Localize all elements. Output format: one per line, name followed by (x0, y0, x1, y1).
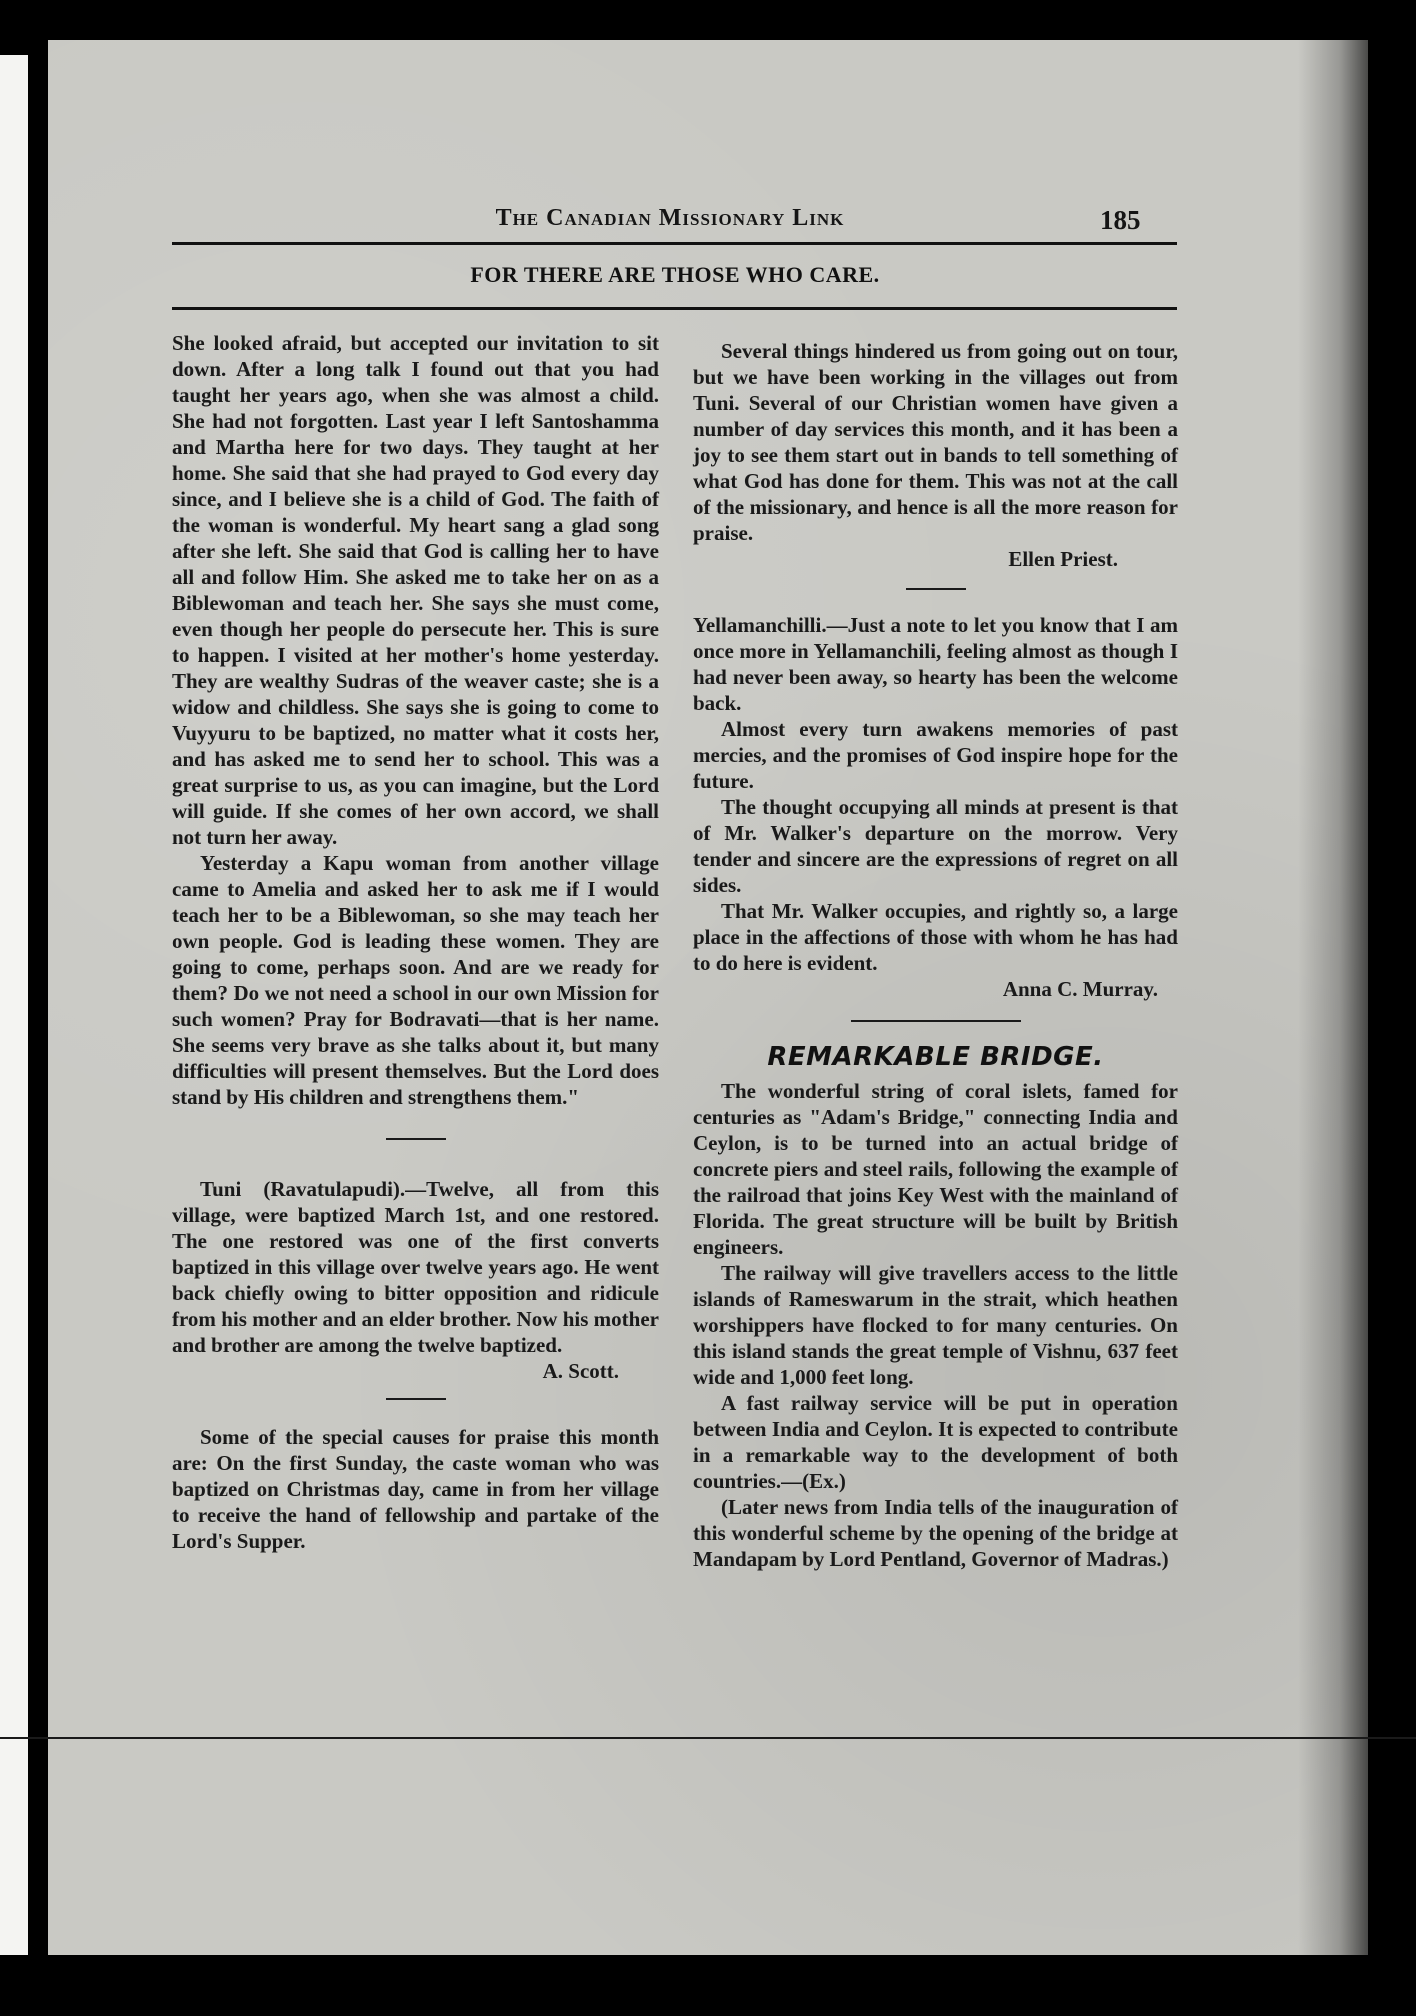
tuni-heading: Tuni (200, 1177, 242, 1201)
anna-murray-signature: Anna C. Murray. (1002, 977, 1158, 1001)
bridge-paragraph-1: The wonderful string of coral islets, famed for centuries as "Adam's Bridge," connecting India and Ceylon, is to be turned into an actual bridge of concrete piers and steel rails, following the example of the railroad that joins Key West with the mainland of Florida. The great structure will be built by British engineers. (693, 1079, 1178, 1259)
praise-paragraph: Some of the special causes for praise this month are: On the first Sunday, the caste woman who was baptized on Christmas day, came in from her village to receive the hand of fellowship and partake of the Lord's Supper. (172, 1425, 659, 1553)
right-paragraph-3: The thought occupying all minds at present is that of Mr. Walker's departure on the morrow. Very tender and sincere are the expressions of regret on all sides. (693, 795, 1178, 897)
yellamanchilli-report (693, 612, 1178, 716)
bridge-paragraph-3: A fast railway service will be put in operation between India and Ceylon. It is expected to contribute in a remarkable way to the development of both countries.—(Ex.) (693, 1391, 1178, 1493)
left-paragraph-1: She looked afraid, but accepted our invitation to sit down. After a long talk I found out that you had taught her years ago, when she was almost a child. She had not forgotten. Last year I left Santoshamma and Martha here for two days. They taught at her home. She said that she had prayed to God every day since, and I believe she is a child of God. The faith of the woman is wonderful. My heart sang a glad song after she left. She said that God is calling her to have all and follow Him. She asked me to take her on as a Biblewoman and teach her. She says she must come, even though her people do persecute her. This is sure to happen. I visited at her mother's home yesterday. They are wealthy Sudras of the weaver caste; she is a widow and childless. She says she is going to come to Vuyyuru to be baptized, no matter what it costs her, and has asked me to send her to school. This was a great surprise to us, as you can imagine, but the Lord will guide. If she comes of her own accord, we shall not turn her away. (172, 331, 659, 849)
binding-shadow (1298, 40, 1368, 1955)
scan-fold-line (0, 1737, 1416, 1739)
ellen-priest-signature: Ellen Priest. (1008, 547, 1118, 571)
header-rule-top (172, 242, 1177, 245)
bridge-article-title: REMARKABLE BRIDGE. (767, 1042, 1104, 1072)
header-rule-bottom (172, 307, 1177, 310)
left-paragraph-2: Yesterday a Kapu woman from another village came to Amelia and asked her to ask me if I would teach her to be a Biblewoman, so she may teach her own people. God is leading these women. They are going to come, perhaps soon. And are we ready for them? Do we not need a school in our own Mission for such women? Pray for Bodravati—that is her name. She seems very brave as she talks about it, but many difficulties will present themselves. But the Lord does stand by His children and strengthens them." (172, 851, 659, 1109)
tuni-report (172, 1176, 659, 1358)
tuni-signature: A. Scott. (542, 1359, 619, 1383)
yellamanchilli-text: —Just a note to let you know that I am once more in Yellamanchili, feeling almost as though I had never been away, so hearty has been the welcome back. (693, 613, 1178, 715)
page-motto: FOR THERE ARE THOSE WHO CARE. (470, 262, 880, 287)
page-number: 185 (1100, 205, 1141, 235)
right-paragraph-1: Several things hindered us from going out on tour, but we have been working in the villages out from Tuni. Several of our Christian women have given a number of day services this month, and it has been a joy to see them start out in bands to tell something of what God has done for them. This was not at the call of the missionary, and hence is all the more reason for praise. (693, 339, 1178, 545)
bridge-paragraph-4: (Later news from India tells of the inauguration of this wonderful scheme by the opening of the bridge at Mandapam by Lord Pentland, Governor of Madras.) (693, 1495, 1178, 1571)
yellamanchilli-heading: Yellamanchilli. (693, 613, 827, 637)
right-paragraph-2: Almost every turn awakens memories of past mercies, and the promises of God inspire hope for the future. (693, 717, 1178, 793)
right-paragraph-4: That Mr. Walker occupies, and rightly so, a large place in the affections of those with whom he has had to do here is evident. (693, 899, 1178, 975)
bridge-paragraph-2: The railway will give travellers access to the little islands of Rameswarum in the strait, which heathen worshippers have flocked to for many centuries. On this island stands the great temple of Vishnu, 637 feet wide and 1,000 feet long. (693, 1261, 1178, 1389)
adjacent-page-edge (0, 55, 28, 1955)
right-column (693, 338, 1178, 1572)
tuni-text: (Ravatulapudi).—Twelve, all from this village, were baptized March 1st, and one restored. The one restored was one of the first converts baptized in this village over twelve years ago. He went back chiefly owing to bitter opposition and ridicule from his mother and an elder brother. Now his mother and brother are among the twelve baptized. (172, 1177, 659, 1357)
running-title: The Canadian Missionary Link (495, 205, 845, 231)
left-column (172, 330, 659, 1554)
